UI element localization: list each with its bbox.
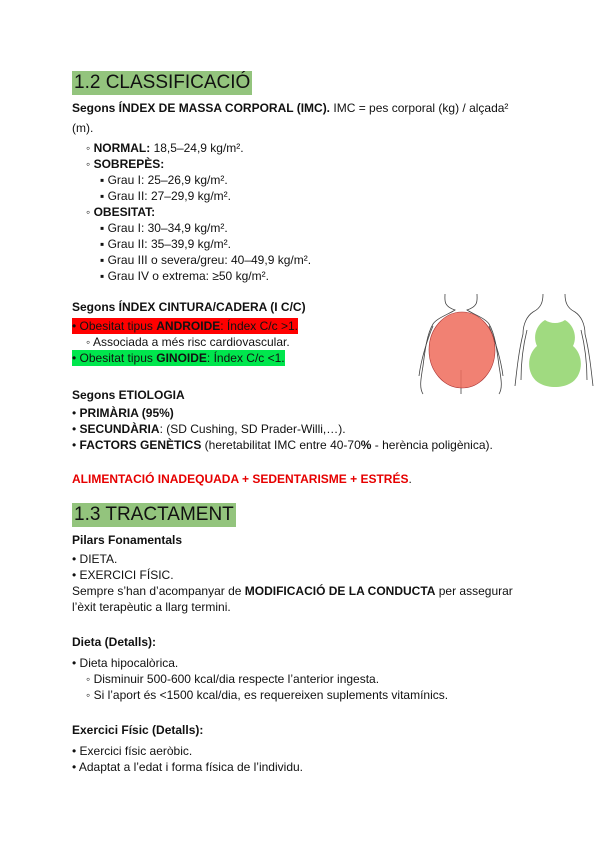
ginoide-prefix: • Obesitat tipus [72, 351, 157, 365]
obesitat-grade-3: ▪ Grau III o severa/greu: 40–49,9 kg/m². [100, 253, 312, 267]
ginoide-suffix: : Índex C/c <1. [206, 351, 285, 365]
dieta-sub-1: ◦ Disminuir 500-600 kcal/dia respecte l’anterior ingesta. [86, 672, 380, 686]
section-heading-classificacio: 1.2 CLASSIFICACIÓ [74, 72, 251, 93]
obesitat-grade-2: ▪ Grau II: 35–39,9 kg/m². [100, 237, 231, 251]
apple-belly-shape [429, 312, 495, 388]
pear-hips-shape [529, 320, 581, 387]
body-shape-illustration [415, 290, 600, 400]
primaria-item: • PRIMÀRIA (95%) [72, 406, 174, 420]
obesitat-grade-4-text: Grau IV o extrema: ≥50 kg/m². [107, 269, 269, 283]
imc-formula-cont: (m). [72, 121, 94, 135]
secundaria-rest: : (SD Cushing, SD Prader-Willi,…). [159, 422, 346, 436]
normal-item: ◦ NORMAL: 18,5–24,9 kg/m². [86, 141, 244, 155]
sempre-bold: MODIFICACIÓ DE LA CONDUCTA [244, 584, 436, 598]
causes-line [72, 472, 412, 486]
causes-text: ALIMENTACIÓ INADEQUADA + SEDENTARISME + ESTRÉS [72, 472, 409, 486]
exer-title: Exercici Físic (Detalls): [72, 723, 204, 737]
android-line [72, 318, 298, 334]
obesitat-grade-2-text: Grau II: 35–39,9 kg/m². [107, 237, 231, 251]
imc-line [72, 100, 508, 116]
etio-title: Segons ETIOLOGIA [72, 388, 185, 402]
obesitat-grade-1: ▪ Grau I: 30–34,9 kg/m². [100, 221, 228, 235]
obesitat-grade-4: ▪ Grau IV o extrema: ≥50 kg/m². [100, 269, 269, 283]
sempre-text-2: per assegurar [435, 584, 513, 598]
sobrepes-label: SOBREPÈS: [93, 157, 165, 171]
imc-title: Segons ÍNDEX DE MASSA CORPORAL (IMC). [72, 101, 331, 115]
factors-pct: % [360, 438, 372, 452]
pilars-title: Pilars Fonamentals [72, 533, 183, 547]
android-sub-text: Associada a més risc cardiovascular. [92, 335, 290, 349]
primaria-label: PRIMÀRIA (95%) [79, 406, 174, 420]
section-heading-tractament: 1.3 TRACTAMENT [74, 504, 234, 525]
sobrepes-grade-2-text: Grau II: 27–29,9 kg/m². [107, 189, 231, 203]
android-sub: ◦ Associada a més risc cardiovascular. [86, 335, 290, 349]
ginoide-label: GINOIDE [156, 351, 207, 365]
dieta-sub-2: ◦ Si l’aport és <1500 kcal/dia, es requereixen suplements vitamínics. [86, 688, 449, 702]
factors-label: FACTORS GENÈTICS [79, 438, 202, 452]
sobrepes-grade-1-text: Grau I: 25–26,9 kg/m². [107, 173, 228, 187]
factors-item: • FACTORS GENÈTICS (heretabilitat IMC entre 40-70% - herència poligènica). [72, 438, 493, 452]
icc-title: Segons ÍNDEX CINTURA/CADERA (I C/C) [72, 300, 306, 314]
obesitat-grade-3-text: Grau III o severa/greu: 40–49,9 kg/m². [107, 253, 312, 267]
android-label: ANDROIDE [156, 319, 221, 333]
causes-dot: . [408, 472, 412, 486]
secundaria-item: • SECUNDÀRIA: (SD Cushing, SD Prader-Willi,…). [72, 422, 346, 436]
dieta-title: Dieta (Detalls): [72, 635, 157, 649]
exer-item-1: • Exercici físic aeròbic. [72, 744, 193, 758]
obesitat-label: OBESITAT: [93, 205, 156, 219]
exer-item-2: • Adaptat a l’edat i forma física de l’individu. [72, 760, 303, 774]
normal-value: 18,5–24,9 kg/m². [150, 141, 244, 155]
factors-end: - herència poligènica). [371, 438, 493, 452]
obesitat-grade-1-text: Grau I: 30–34,9 kg/m². [107, 221, 228, 235]
imc-formula: IMC = pes corporal (kg) / alçada² [330, 101, 509, 115]
android-suffix: : Índex C/c >1. [220, 319, 298, 333]
sempre-text-1: Sempre s’han d’acompanyar de [72, 584, 245, 598]
sobrepes-grade-2: ▪ Grau II: 27–29,9 kg/m². [100, 189, 231, 203]
sempre-line [72, 583, 513, 599]
dieta-item: • Dieta hipocalòrica. [72, 656, 179, 670]
sobrepes-item: ◦ SOBREPÈS: [86, 157, 165, 171]
normal-label: NORMAL: [93, 141, 151, 155]
dieta-sub-1-text: Disminuir 500-600 kcal/dia respecte l’anterior ingesta. [93, 672, 380, 686]
secundaria-label: SECUNDÀRIA [79, 422, 160, 436]
ginoide-line [72, 350, 285, 366]
dieta-sub-2-text: Si l’aport és <1500 kcal/dia, es requereixen suplements vitamínics. [93, 688, 449, 702]
pilar-dieta: • DIETA. [72, 552, 118, 566]
factors-rest: (heretabilitat IMC entre 40-70 [201, 438, 361, 452]
pilar-exercici: • EXERCICI FÍSIC. [72, 568, 174, 582]
sobrepes-grade-1: ▪ Grau I: 25–26,9 kg/m². [100, 173, 228, 187]
android-prefix: • Obesitat tipus [72, 319, 157, 333]
obesitat-item: ◦ OBESITAT: [86, 205, 156, 219]
sempre-line-2: l’èxit terapèutic a llarg termini. [72, 600, 231, 614]
